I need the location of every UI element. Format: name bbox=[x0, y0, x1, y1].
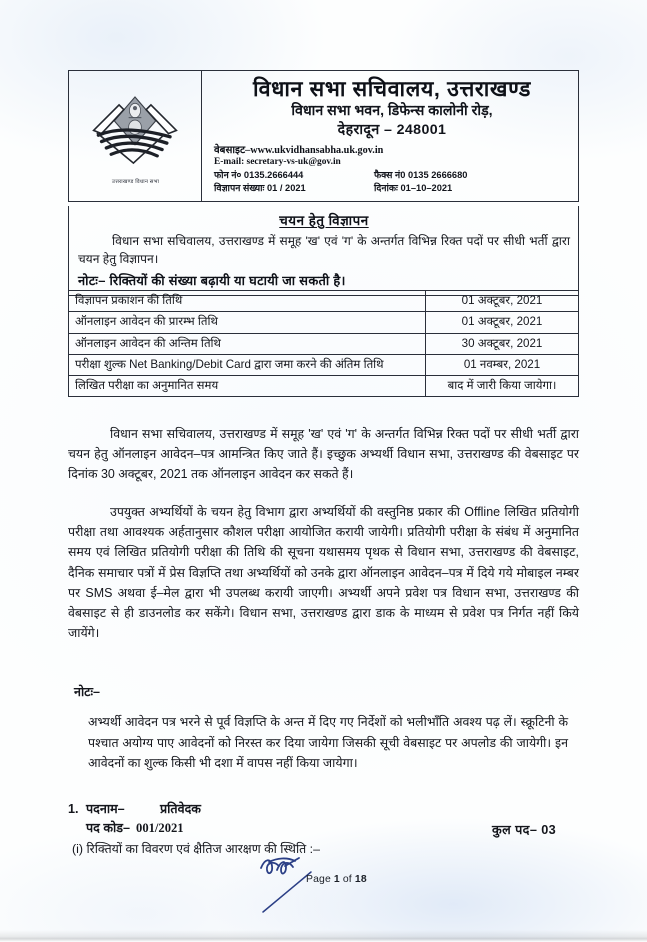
date-value: 01 अक्टूबर, 2021 bbox=[426, 291, 579, 312]
dates-table-body bbox=[69, 291, 579, 397]
body-paragraph-1: विधान सभा सचिवालय, उत्तराखण्ड में समूह 'ख' एवं 'ग' के अन्तर्गत विभिन्न रिक्त पदों पर सीधी भर्ती द्वारा चयन हेतु ऑनलाइन आवेदन–पत्र आमन्त्रित किए जाते हैं। इच्छुक अभ्यर्थी विधान सभा, उत्तराखण्ड की वेबसाइट पर दिनांक 30 अक्टूबर, 2021 तक ऑनलाइन आवेदन कर सकते हैं। bbox=[68, 427, 579, 482]
notice-heading: चयन हेतु विज्ञापन bbox=[279, 213, 369, 228]
post-code-label: पद कोड– bbox=[86, 821, 131, 835]
page-footer bbox=[306, 874, 367, 885]
emblem-cell bbox=[69, 71, 202, 201]
body-paragraph-2: उपयुक्त अभ्यर्थियों के चयन हेतु विभाग द्वारा अभ्यर्थियों की वस्तुनिष्ठ प्रकार की Offline लिखित प्रतियोगी परीक्षा तथा आवश्यक अर्हतानुसार कौशल परीक्षा आयोजित करायी जायेगी। प्रतियोगी परीक्षा के संबंध में अनुमानित समय एवं लिखित प्रतियोगी परीक्षा की तिथि की सूचना यथासमय पृथक से विधान सभा, उत्तराखण्ड की वेबसाइट, दैनिक समाचार पत्रों में प्रेस विज्ञप्ति तथा अभ्यर्थियों को उनके द्वारा ऑनलाइन आवेदन–पत्र में दिये गये मोबाइल नम्बर पर SMS अथवा ई–मेल द्वारा भी उपलब्ध करायी जाएगी। अभ्यर्थी अपने प्रवेश पत्र विधान सभा, उत्तराखण्ड की वेबसाइट से ही डाउनलोड कर सकेंगे। विधान सभा, उत्तराखण्ड द्वारा डाक के माध्यम से प्रवेश पत्र निर्गत नहीं किये जायेंगे। bbox=[68, 505, 579, 641]
date-label: ऑनलाइन आवेदन की अन्तिम तिथि bbox=[69, 333, 426, 354]
advertisement-number: विज्ञापन संख्याः 01 / 2021 bbox=[214, 183, 306, 194]
organization-email: E-mail: secretary-vs-uk@gov.in bbox=[214, 157, 341, 168]
date-label: लिखित परीक्षा का अनुमानित समय bbox=[69, 376, 426, 397]
notice-box bbox=[68, 206, 579, 296]
masthead-cell bbox=[202, 71, 578, 201]
fax-number: फैक्स नं0 0135 2666680 bbox=[374, 169, 468, 180]
emblem-caption: उत्तराखण्ड विधान सभा bbox=[111, 178, 159, 185]
post-name-value: प्रतिवेदक bbox=[160, 802, 201, 816]
footer-page-mid: of bbox=[339, 874, 355, 885]
table-row bbox=[69, 312, 579, 333]
phone-fax-row bbox=[214, 169, 570, 182]
uttarakhand-vidhan-sabha-emblem-icon bbox=[87, 89, 183, 175]
organization-title: विधान सभा सचिवालय, उत्तराखण्ड bbox=[253, 77, 531, 101]
date-label: परीक्षा शुल्क Net Banking/Debit Card द्वारा जमा करने की अंतिम तिथि bbox=[69, 354, 426, 375]
advt-date-row bbox=[214, 182, 570, 195]
date-value: 01 नवम्बर, 2021 bbox=[426, 354, 579, 375]
post-index: 1. bbox=[68, 802, 79, 816]
organization-website: वेबसाइट–www.ukvidhansabha.uk.gov.in bbox=[214, 145, 384, 157]
footer-page-prefix: Page bbox=[306, 874, 334, 885]
page-bottom-shadow bbox=[0, 930, 647, 942]
date-value: 30 अक्टूबर, 2021 bbox=[426, 333, 579, 354]
table-row bbox=[69, 376, 579, 397]
notice-body-text: विधान सभा सचिवालय, उत्तराखण्ड में समूह 'ख' एवं 'ग' के अन्तर्गत विभिन्न रिक्त पदों पर सीधी भर्ती द्वारा चयन हेतु विज्ञापन। bbox=[78, 234, 570, 267]
important-dates-table bbox=[68, 290, 579, 397]
table-row bbox=[69, 291, 579, 312]
phone-number: फोन नं० 0135.2666444 bbox=[214, 169, 304, 180]
footer-page-current: 1 bbox=[333, 874, 340, 885]
advertisement-date: दिनांकः 01–10–2021 bbox=[374, 183, 453, 194]
table-row bbox=[69, 354, 579, 375]
note-label: नोटः– bbox=[74, 685, 100, 699]
post-name-row bbox=[68, 800, 579, 817]
notice-note-text: नोटः– रिक्तियों की संख्या बढ़ायी या घटायी जा सकती है। bbox=[78, 272, 346, 288]
organization-building: विधान सभा भवन, डिफेन्स कालोनी रोड़, bbox=[291, 103, 493, 120]
total-posts: कुल पद– 03 bbox=[492, 823, 557, 837]
letterhead-box bbox=[68, 70, 579, 202]
date-label: विज्ञापन प्रकाशन की तिथि bbox=[69, 291, 426, 312]
date-value: 01 अक्टूबर, 2021 bbox=[426, 312, 579, 333]
table-row bbox=[69, 333, 579, 354]
footer-page-total: 18 bbox=[354, 874, 367, 885]
date-label: ऑनलाइन आवेदन की प्रारम्भ तिथि bbox=[69, 312, 426, 333]
post-details-block bbox=[68, 800, 579, 857]
date-value: बाद में जारी किया जायेगा। bbox=[426, 376, 579, 397]
organization-city: देहरादून – 248001 bbox=[337, 121, 447, 138]
post-code-value: 001/2021 bbox=[136, 821, 184, 835]
note-paragraph: अभ्यर्थी आवेदन पत्र भरने से पूर्व विज्ञप्ति के अन्त में दिए गए निर्देशों को भलीभाँति अवश्य पढ़ लें। स्क्रूटिनी के पश्चात अयोग्य पाए आवेदनों को निरस्त कर दिया जायेगा जिसकी सूची वेबसाइट पर अपलोड की जायेगी। इन आवेदनों का शुल्क किसी भी दशा में वापस नहीं किया जायेगा। bbox=[88, 715, 568, 771]
post-name-label: पदनाम– bbox=[86, 802, 125, 816]
post-subitem-vacancy-details: (i) रिक्तियों का विवरण एवं क्षैतिज आरक्षण की स्थिति :– bbox=[72, 842, 321, 856]
